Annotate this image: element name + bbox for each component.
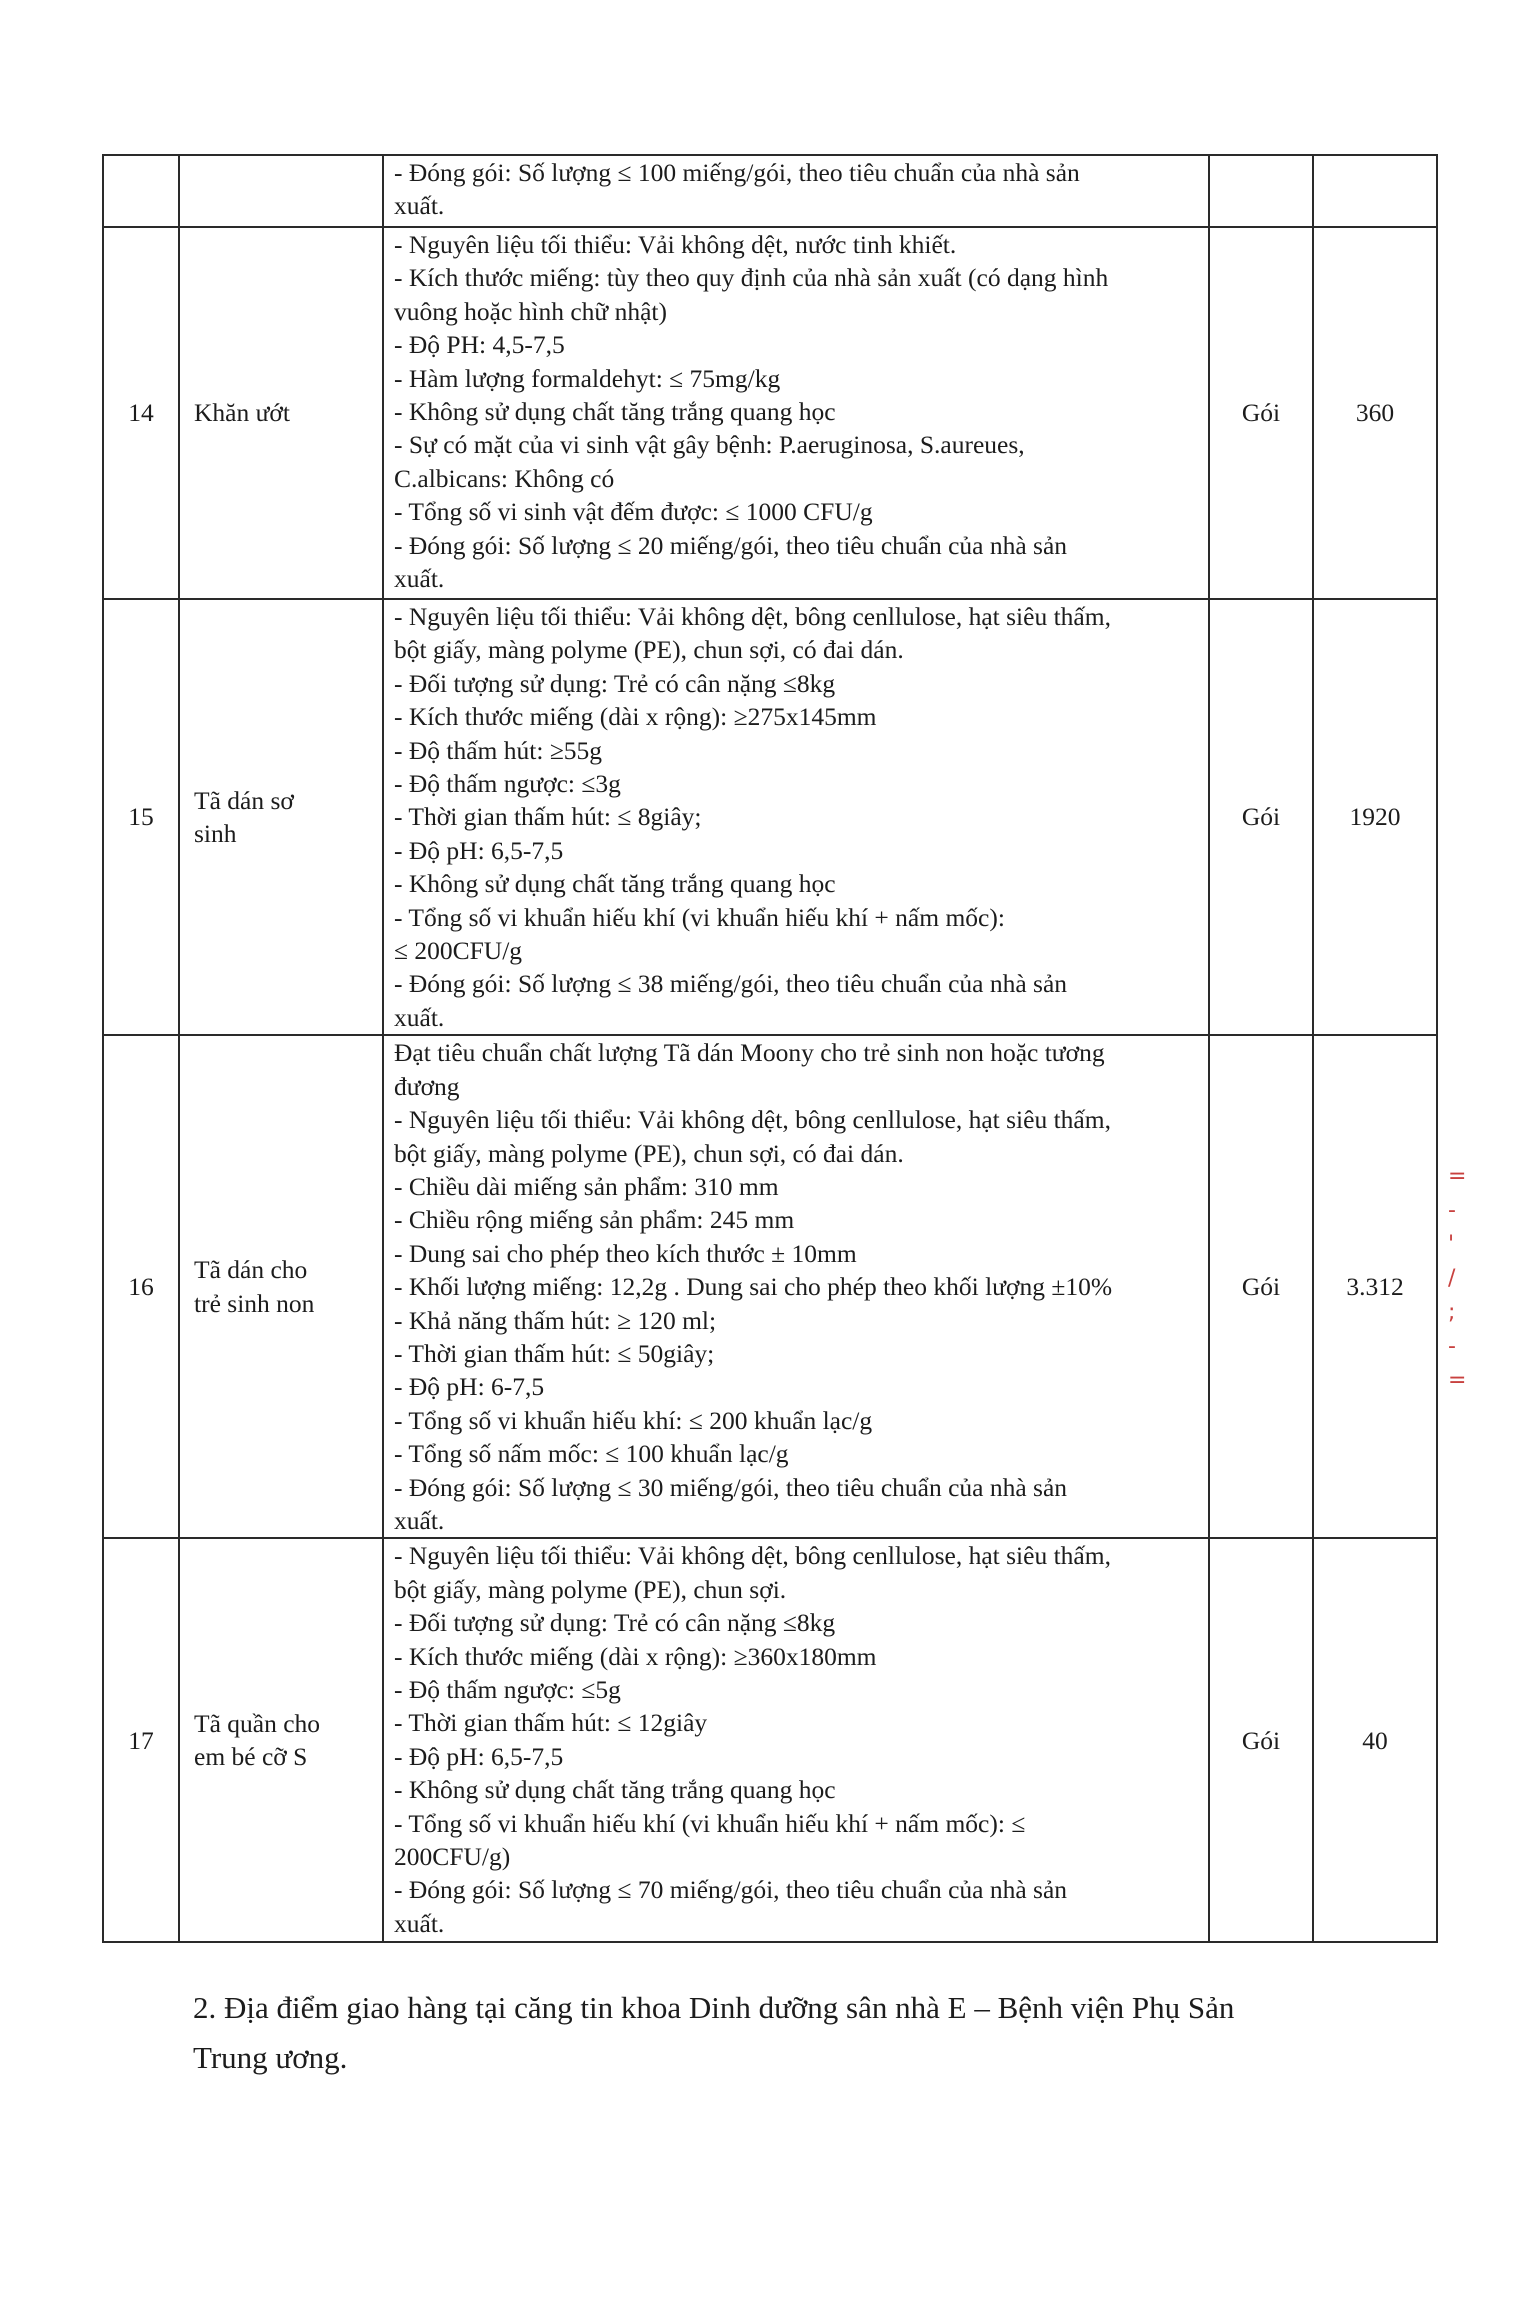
description-line: xuất.: [394, 1505, 445, 1535]
description-cell: [383, 1035, 1209, 1538]
description-line: - Độ thấm ngược: ≤5g: [394, 1675, 621, 1704]
description-line: - Dung sai cho phép theo kích thước ± 10mm: [394, 1238, 857, 1268]
description-line: - Thời gian thấm hút: ≤ 12giây: [394, 1708, 708, 1738]
stamp-mark: -: [1448, 1334, 1456, 1359]
name-line: em bé cỡ S: [194, 1742, 308, 1772]
name-line: Khăn ướt: [194, 398, 290, 428]
stt-cell: 17: [103, 1538, 179, 1942]
description-line: - Tổng số nấm mốc: ≤ 100 khuẩn lạc/g: [394, 1439, 789, 1469]
stamp-mark: /: [1448, 1266, 1456, 1291]
description-line: - Nguyên liệu tối thiểu: Vải không dệt, bông cenllulose, hạt siêu thấm,: [394, 1541, 1111, 1571]
quantity-cell: 1920: [1313, 599, 1437, 1035]
unit-cell: Gói: [1209, 1035, 1313, 1538]
description-line: - Độ thấm hút: ≥55g: [394, 735, 603, 765]
description-line: - Đóng gói: Số lượng ≤ 70 miếng/gói, theo tiêu chuẩn của nhà sản: [394, 1875, 1068, 1905]
unit-cell: Gói: [1209, 227, 1313, 599]
description-line: - Hàm lượng formaldehyt: ≤ 75mg/kg: [394, 363, 781, 393]
description-line: - Độ PH: 4,5-7,5: [394, 330, 565, 360]
description-line: vuông hoặc hình chữ nhật): [394, 296, 668, 326]
quantity-cell: 3.312: [1313, 1035, 1437, 1538]
description-line: - Không sử dụng chất tăng trắng quang học: [394, 397, 836, 427]
description-line: - Thời gian thấm hút: ≤ 50giây;: [394, 1338, 715, 1368]
stamp-mark: ;: [1448, 1300, 1456, 1325]
description-line: - Kích thước miếng (dài x rộng): ≥360x180mm: [394, 1641, 877, 1671]
stamp-mark: -: [1448, 1198, 1456, 1223]
description-line: - Độ thấm ngược: ≤3g: [394, 769, 621, 799]
table-row-14: [103, 227, 1437, 599]
description-line: ≤ 200CFU/g: [394, 936, 523, 966]
description-line: - Tổng số vi khuẩn hiếu khí (vi khuẩn hiếu khí + nấm mốc):: [394, 902, 1005, 932]
description-line: bột giấy, màng polyme (PE), chun sợi.: [394, 1574, 787, 1604]
description-line: - Độ pH: 6,5-7,5: [394, 1741, 564, 1771]
name-cell: [179, 599, 383, 1035]
description-cell: [383, 155, 1209, 227]
table-row-17: [103, 1538, 1437, 1942]
description-line: xuất.: [394, 1908, 445, 1938]
quantity-cell: 40: [1313, 1538, 1437, 1942]
paragraph-line: 2. Địa điểm giao hàng tại căng tin khoa Dinh dưỡng sân nhà E – Bệnh viện Phụ Sản: [193, 1990, 1235, 2025]
description-line: - Nguyên liệu tối thiểu: Vải không dệt, nước tinh khiết.: [394, 230, 957, 259]
name-line: Tã dán cho: [194, 1255, 308, 1285]
quantity-cell: 360: [1313, 227, 1437, 599]
margin-stamp-marks: [1448, 1160, 1468, 1440]
description-line: - Sự có mặt của vi sinh vật gây bệnh: P.aeruginosa, S.aureues,: [394, 430, 1025, 460]
description-line: Đạt tiêu chuẩn chất lượng Tã dán Moony cho trẻ sinh non hoặc tương: [394, 1038, 1105, 1068]
specification-table: [102, 154, 1438, 1943]
name-cell: [179, 155, 383, 227]
name-line: Tã quần cho: [194, 1708, 321, 1738]
description-line: - Kích thước miếng: tùy theo quy định của nhà sản xuất (có dạng hình: [394, 263, 1109, 293]
name-cell: [179, 1035, 383, 1538]
name-line: trẻ sinh non: [194, 1288, 315, 1318]
description-line: - Độ pH: 6,5-7,5: [394, 835, 564, 865]
name-cell: [179, 1538, 383, 1942]
name-line: Tã dán sơ: [194, 785, 294, 815]
description-line: - Không sử dụng chất tăng trắng quang học: [394, 869, 836, 899]
unit-cell: Gói: [1209, 599, 1313, 1035]
description-line: C.albicans: Không có: [394, 463, 615, 493]
table-row-16: [103, 1035, 1437, 1538]
table-body: [103, 155, 1437, 1942]
stamp-mark: ': [1448, 1232, 1455, 1257]
description-line: xuất.: [394, 191, 445, 221]
description-line: - Tổng số vi sinh vật đếm được: ≤ 1000 CFU/g: [394, 497, 873, 527]
description-line: xuất.: [394, 564, 445, 594]
description-line: - Khối lượng miếng: 12,2g . Dung sai cho phép theo khối lượng ±10%: [394, 1272, 1113, 1302]
description-line: - Không sử dụng chất tăng trắng quang học: [394, 1775, 836, 1805]
unit-cell: Gói: [1209, 1538, 1313, 1942]
stt-cell: [103, 155, 179, 227]
stamp-mark: =: [1448, 1164, 1467, 1189]
description-line: - Chiều dài miếng sản phẩm: 310 mm: [394, 1171, 779, 1201]
delivery-location-paragraph: [193, 1983, 1333, 2083]
description-line: - Khả năng thấm hút: ≥ 120 ml;: [394, 1305, 717, 1335]
description-line: - Đóng gói: Số lượng ≤ 100 miếng/gói, theo tiêu chuẩn của nhà sản: [394, 158, 1080, 187]
table-row-15: [103, 599, 1437, 1035]
description-line: - Đóng gói: Số lượng ≤ 38 miếng/gói, theo tiêu chuẩn của nhà sản: [394, 969, 1068, 999]
paragraph-line: Trung ương.: [193, 2040, 348, 2075]
description-cell: [383, 1538, 1209, 1942]
description-line: đương: [394, 1071, 460, 1101]
description-line: - Chiều rộng miếng sản phẩm: 245 mm: [394, 1205, 795, 1235]
description-line: - Đối tượng sử dụng: Trẻ có cân nặng ≤8kg: [394, 1608, 836, 1638]
description-line: - Nguyên liệu tối thiểu: Vải không dệt, bông cenllulose, hạt siêu thấm,: [394, 1105, 1111, 1135]
stt-cell: 15: [103, 599, 179, 1035]
description-line: bột giấy, màng polyme (PE), chun sợi, có đai dán.: [394, 1138, 904, 1168]
description-line: - Độ pH: 6-7,5: [394, 1372, 545, 1402]
description-line: xuất.: [394, 1002, 445, 1032]
description-line: - Đóng gói: Số lượng ≤ 20 miếng/gói, theo tiêu chuẩn của nhà sản: [394, 530, 1068, 560]
stt-cell: 16: [103, 1035, 179, 1538]
name-line: sinh: [194, 819, 237, 849]
name-cell: [179, 227, 383, 599]
table-row-continued: [103, 155, 1437, 227]
description-cell: [383, 227, 1209, 599]
description-line: - Kích thước miếng (dài x rộng): ≥275x145mm: [394, 702, 877, 732]
quantity-cell: [1313, 155, 1437, 227]
description-line: - Đóng gói: Số lượng ≤ 30 miếng/gói, theo tiêu chuẩn của nhà sản: [394, 1472, 1068, 1502]
description-line: - Tổng số vi khuẩn hiếu khí (vi khuẩn hiếu khí + nấm mốc): ≤: [394, 1808, 1026, 1838]
description-line: - Đối tượng sử dụng: Trẻ có cân nặng ≤8kg: [394, 668, 836, 698]
description-line: bột giấy, màng polyme (PE), chun sợi, có đai dán.: [394, 635, 904, 665]
description-line: - Thời gian thấm hút: ≤ 8giây;: [394, 802, 702, 832]
description-line: - Tổng số vi khuẩn hiếu khí: ≤ 200 khuẩn lạc/g: [394, 1405, 873, 1435]
description-cell: [383, 599, 1209, 1035]
description-line: - Nguyên liệu tối thiểu: Vải không dệt, bông cenllulose, hạt siêu thấm,: [394, 602, 1111, 631]
stt-cell: 14: [103, 227, 179, 599]
unit-cell: [1209, 155, 1313, 227]
description-line: 200CFU/g): [394, 1842, 511, 1872]
stamp-mark: =: [1448, 1368, 1467, 1393]
